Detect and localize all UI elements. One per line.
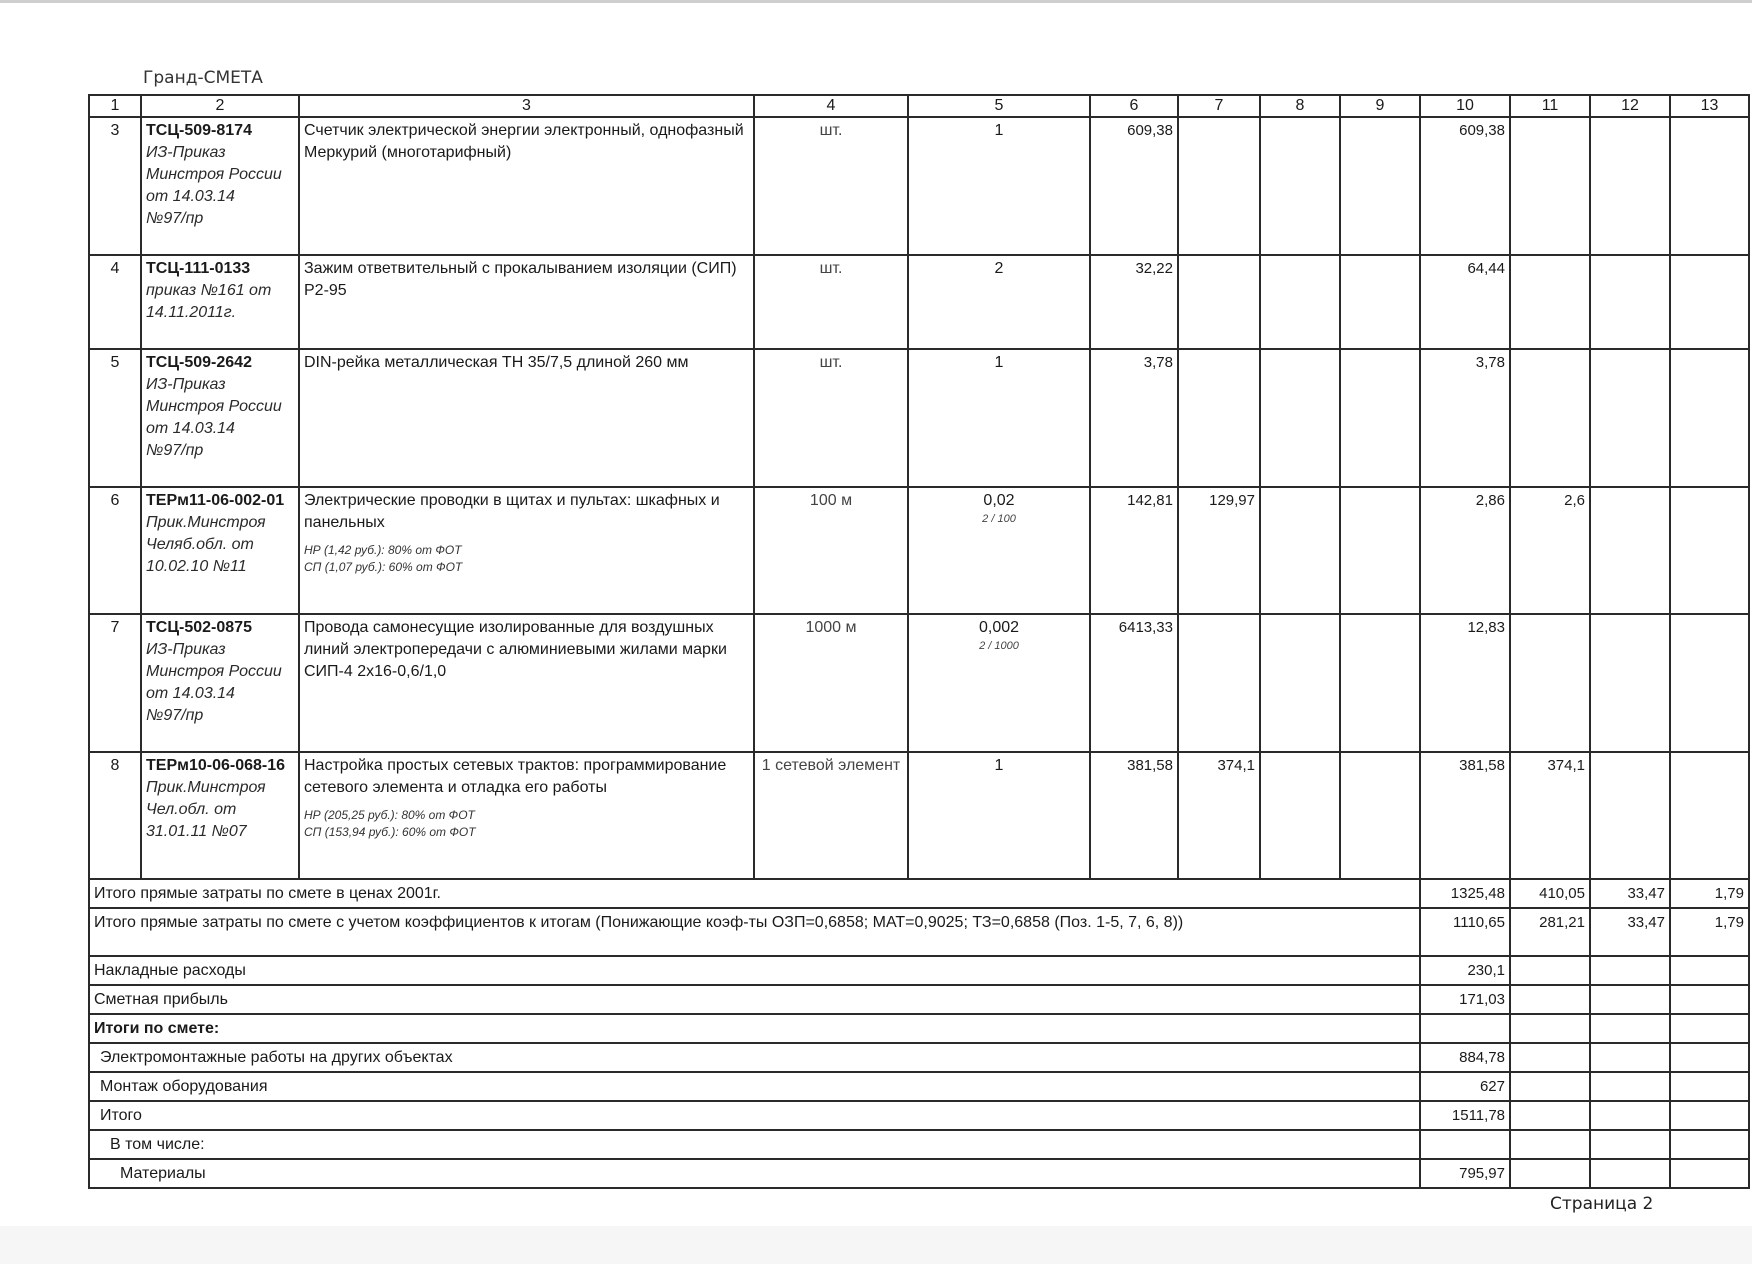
cost-c6: 3,78 [1090,349,1178,487]
column-number: 9 [1340,95,1420,117]
normative-basis: 10.02.10 №11 [146,558,247,575]
quantity-cell [908,614,1090,752]
total-c12 [1590,985,1670,1014]
normative-basis: ИЗ-Приказ [146,641,226,658]
cost-c8 [1260,487,1340,614]
total-c11: 410,05 [1510,879,1590,908]
total-row [89,1014,1749,1043]
quantity: 1 [994,757,1004,774]
normative-basis: от 14.03.14 [146,420,235,437]
item-number: 6 [89,487,141,614]
total-c10: 795,97 [1420,1159,1510,1188]
column-number: 5 [908,95,1090,117]
item-name: Зажим ответвительный с прокалыванием изоляции (СИП) Р2-95 [304,260,737,299]
total-c10 [1420,1130,1510,1159]
item-row [89,255,1749,349]
quantity-cell [908,117,1090,255]
column-number: 7 [1178,95,1260,117]
estimate-table [88,94,1750,1189]
cost-c11 [1510,349,1590,487]
item-number: 8 [89,752,141,879]
column-number: 11 [1510,95,1590,117]
normative-basis: №97/пр [146,210,204,227]
software-header: Гранд-СМЕТА [143,68,263,88]
unit-cell: 1 сетевой элемент [754,752,908,879]
cost-c8 [1260,752,1340,879]
overhead-note: НР (205,25 руб.): 80% от ФОТ [304,808,475,822]
item-code-cell [141,614,299,752]
item-row [89,117,1749,255]
cost-c10: 3,78 [1420,349,1510,487]
cost-c9 [1340,487,1420,614]
total-c11 [1510,1072,1590,1101]
cost-c7 [1178,117,1260,255]
item-name-cell [299,117,754,255]
quantity: 1 [994,354,1004,371]
scan-edge-top [0,0,1752,3]
quantity-formula: 2 / 100 [982,513,1016,525]
total-label: В том числе: [89,1130,1420,1159]
total-c12 [1590,1043,1670,1072]
column-number: 12 [1590,95,1670,117]
normative-basis: Чел.обл. от [146,801,237,818]
unit-cell: шт. [754,255,908,349]
total-c13: 1,79 [1670,879,1749,908]
total-row [89,879,1749,908]
cost-c10: 609,38 [1420,117,1510,255]
quantity-cell [908,349,1090,487]
total-row [89,1043,1749,1072]
total-c12 [1590,1101,1670,1130]
item-name-cell [299,255,754,349]
cost-c10: 381,58 [1420,752,1510,879]
total-c10: 1110,65 [1420,908,1510,956]
total-c13 [1670,1130,1749,1159]
total-c13 [1670,956,1749,985]
cost-c11 [1510,614,1590,752]
total-row [89,985,1749,1014]
normative-basis: 31.01.11 №07 [146,823,247,840]
total-c13 [1670,985,1749,1014]
column-number: 4 [754,95,908,117]
cost-c12 [1590,255,1670,349]
total-c13 [1670,1101,1749,1130]
total-label: Итого [89,1101,1420,1130]
total-c10: 230,1 [1420,956,1510,985]
cost-c12 [1590,614,1670,752]
cost-c9 [1340,349,1420,487]
total-c11 [1510,1130,1590,1159]
cost-c6: 6413,33 [1090,614,1178,752]
cost-c13 [1670,487,1749,614]
cost-c11 [1510,255,1590,349]
unit-cell: шт. [754,349,908,487]
item-notes [304,807,749,841]
total-c10: 884,78 [1420,1043,1510,1072]
total-label: Накладные расходы [89,956,1420,985]
quantity-formula: 2 / 1000 [979,640,1019,652]
price-code: ТСЦ-502-0875 [146,619,252,636]
normative-basis: от 14.03.14 [146,188,235,205]
total-c10: 171,03 [1420,985,1510,1014]
item-number: 5 [89,349,141,487]
price-code: ТЕРм10-06-068-16 [146,757,286,774]
column-number: 8 [1260,95,1340,117]
cost-c9 [1340,255,1420,349]
cost-c9 [1340,614,1420,752]
total-label: Электромонтажные работы на других объектах [89,1043,1420,1072]
total-label: Материалы [89,1159,1420,1188]
column-number: 10 [1420,95,1510,117]
item-row [89,349,1749,487]
scan-edge-bottom [0,1226,1752,1264]
cost-c13 [1670,614,1749,752]
total-label: Сметная прибыль [89,985,1420,1014]
total-label: Итоги по смете: [89,1014,1420,1043]
cost-c12 [1590,349,1670,487]
item-name-cell [299,614,754,752]
item-number: 3 [89,117,141,255]
cost-c6: 381,58 [1090,752,1178,879]
cost-c12 [1590,752,1670,879]
item-code-cell [141,349,299,487]
cost-c8 [1260,255,1340,349]
cost-c12 [1590,487,1670,614]
item-name: Электрические проводки в щитах и пультах: шкафных и панельных [304,492,720,531]
item-code-cell [141,752,299,879]
total-c11: 281,21 [1510,908,1590,956]
total-label: Итого прямые затраты по смете в ценах 2001г. [89,879,1420,908]
item-code-cell [141,255,299,349]
column-numbers-row [89,95,1749,117]
item-name-cell [299,349,754,487]
cost-c11: 374,1 [1510,752,1590,879]
cost-c13 [1670,752,1749,879]
cost-c6: 142,81 [1090,487,1178,614]
overhead-note: НР (1,42 руб.): 80% от ФОТ [304,543,462,557]
cost-c6: 32,22 [1090,255,1178,349]
cost-c9 [1340,752,1420,879]
quantity: 0,02 [983,492,1015,509]
cost-c10: 2,86 [1420,487,1510,614]
item-code-cell [141,487,299,614]
quantity-cell [908,255,1090,349]
item-number: 7 [89,614,141,752]
item-code-cell [141,117,299,255]
item-name: DIN-рейка металлическая ТН 35/7,5 длиной 260 мм [304,354,689,371]
quantity: 1 [994,122,1004,139]
normative-basis: приказ №161 от [146,282,272,299]
cost-c13 [1670,255,1749,349]
cost-c8 [1260,117,1340,255]
column-number: 2 [141,95,299,117]
normative-basis: Минстроя России [146,166,282,183]
column-number: 1 [89,95,141,117]
cost-c13 [1670,349,1749,487]
item-row [89,752,1749,879]
column-number: 13 [1670,95,1749,117]
unit-cell: шт. [754,117,908,255]
item-name: Настройка простых сетевых трактов: программирование сетевого элемента и отладка его работы [304,757,727,796]
price-code: ТСЦ-509-8174 [146,122,252,139]
total-c10 [1420,1014,1510,1043]
total-c11 [1510,1014,1590,1043]
quantity-cell [908,752,1090,879]
cost-c9 [1340,117,1420,255]
total-c10: 1325,48 [1420,879,1510,908]
cost-c8 [1260,614,1340,752]
normative-basis: №97/пр [146,442,204,459]
item-name: Счетчик электрической энергии электронный, однофазный Меркурий (многотарифный) [304,122,744,161]
total-c12 [1590,1130,1670,1159]
total-c10: 1511,78 [1420,1101,1510,1130]
cost-c7 [1178,614,1260,752]
total-c12 [1590,1159,1670,1188]
total-c13 [1670,1014,1749,1043]
price-code: ТСЦ-509-2642 [146,354,252,371]
cost-c7: 374,1 [1178,752,1260,879]
normative-basis: Прик.Минстроя [146,779,266,796]
total-row [89,956,1749,985]
total-row [89,908,1749,956]
cost-c12 [1590,117,1670,255]
quantity-cell [908,487,1090,614]
item-row [89,487,1749,614]
normative-basis: Минстроя России [146,398,282,415]
total-c13 [1670,1043,1749,1072]
normative-basis: Минстроя России [146,663,282,680]
item-name-cell [299,752,754,879]
quantity: 0,002 [978,619,1020,636]
overhead-note: СП (1,07 руб.): 60% от ФОТ [304,560,463,574]
cost-c8 [1260,349,1340,487]
overhead-note: СП (153,94 руб.): 60% от ФОТ [304,825,476,839]
normative-basis: №97/пр [146,707,204,724]
total-c12: 33,47 [1590,908,1670,956]
unit-cell: 100 м [754,487,908,614]
total-c11 [1510,1101,1590,1130]
item-name-cell [299,487,754,614]
total-c12: 33,47 [1590,879,1670,908]
total-c11 [1510,1159,1590,1188]
cost-c7: 129,97 [1178,487,1260,614]
cost-c11: 2,6 [1510,487,1590,614]
item-row [89,614,1749,752]
normative-basis: ИЗ-Приказ [146,144,226,161]
item-number: 4 [89,255,141,349]
unit-cell: 1000 м [754,614,908,752]
total-c10: 627 [1420,1072,1510,1101]
total-label: Итого прямые затраты по смете с учетом коэффициентов к итогам (Понижающие коэф-ты ОЗП=0,6858; МАТ=0,9025; ТЗ=0,6858 (Поз. 1-5, 7, 6, 8)) [89,908,1420,956]
total-label: Монтаж оборудования [89,1072,1420,1101]
cost-c7 [1178,255,1260,349]
total-row [89,1072,1749,1101]
price-code: ТСЦ-111-0133 [146,260,251,277]
total-c12 [1590,956,1670,985]
cost-c13 [1670,117,1749,255]
page-number: Страница 2 [1550,1194,1654,1214]
total-c13 [1670,1159,1749,1188]
cost-c6: 609,38 [1090,117,1178,255]
cost-c11 [1510,117,1590,255]
price-code: ТЕРм11-06-002-01 [146,492,285,509]
normative-basis: ИЗ-Приказ [146,376,226,393]
total-row [89,1159,1749,1188]
cost-c10: 64,44 [1420,255,1510,349]
cost-c10: 12,83 [1420,614,1510,752]
total-c13 [1670,1072,1749,1101]
normative-basis: 14.11.2011г. [146,304,237,321]
column-number: 6 [1090,95,1178,117]
total-row [89,1130,1749,1159]
cost-c7 [1178,349,1260,487]
normative-basis: Челяб.обл. от [146,536,254,553]
normative-basis: Прик.Минстроя [146,514,266,531]
total-c13: 1,79 [1670,908,1749,956]
total-c11 [1510,1043,1590,1072]
item-notes [304,542,749,576]
total-c12 [1590,1014,1670,1043]
normative-basis: от 14.03.14 [146,685,235,702]
total-row [89,1101,1749,1130]
total-c11 [1510,956,1590,985]
total-c11 [1510,985,1590,1014]
quantity: 2 [994,260,1004,277]
item-name: Провода самонесущие изолированные для воздушных линий электропередачи с алюминиевыми жилами марки СИП-4 2х16-0,6/1,0 [304,619,727,680]
column-number: 3 [299,95,754,117]
total-c12 [1590,1072,1670,1101]
